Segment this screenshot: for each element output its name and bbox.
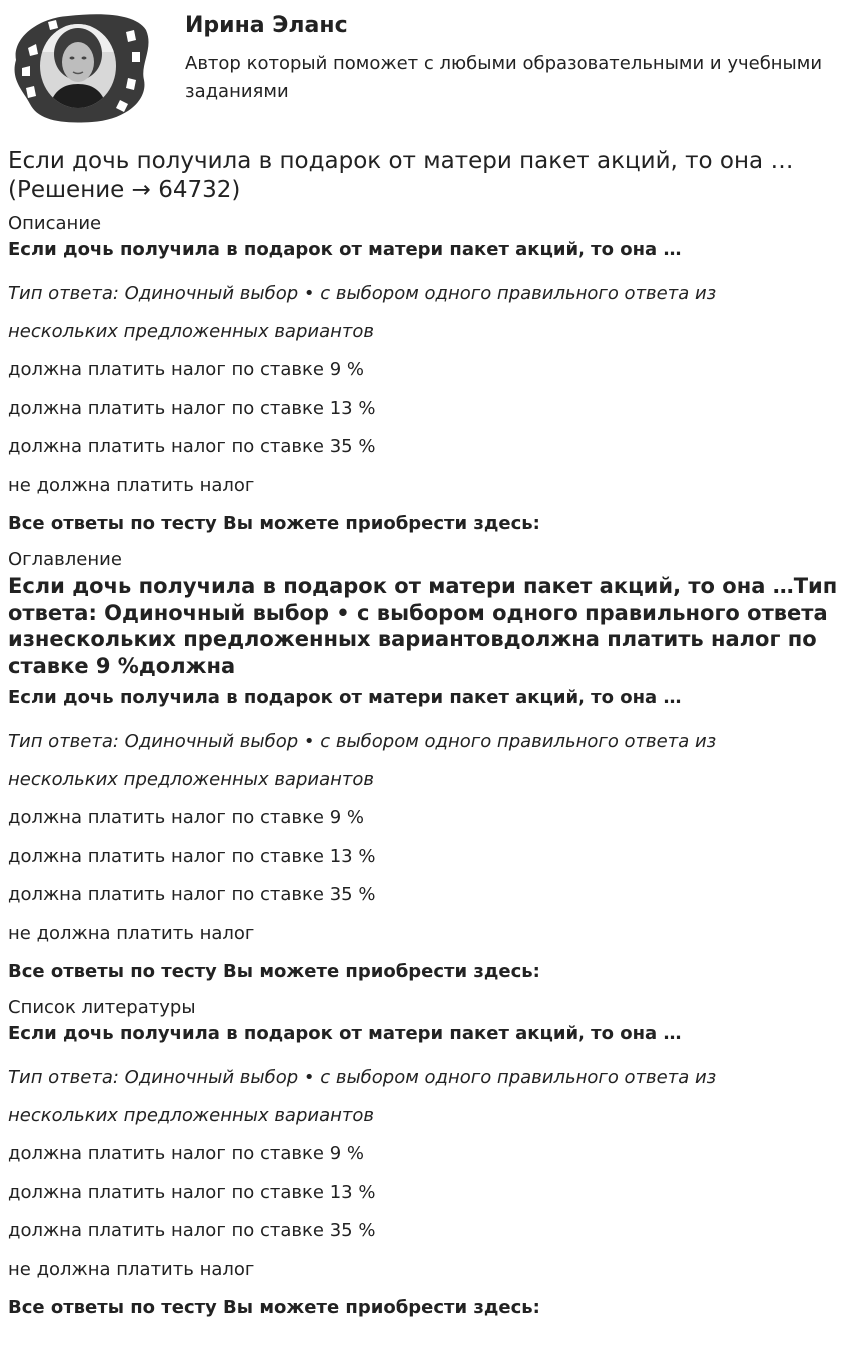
answer-type-line: Тип ответа: Одиночный выбор • с выбором одного правильного ответа из	[8, 731, 717, 752]
answer-option: должна платить налог по ставке 9 %	[8, 807, 364, 828]
answer-option: должна платить налог по ставке 13 %	[8, 397, 376, 419]
answer-option: должна платить налог по ставке 13 %	[8, 845, 376, 867]
author-header	[0, 0, 847, 130]
question-text: Если дочь получила в подарок от матери пакет акций, то она …	[8, 239, 682, 260]
answer-option: должна платить налог по ставке 35 %	[8, 1220, 376, 1241]
answer-option: должна платить налог по ставке 9 %	[8, 1143, 364, 1164]
toc-heading: Если дочь получила в подарок от матери пакет акций, то она …Тип ответа: Одиночный выбор • с выбором одного правильного ответа изнескольких предложенных вариантовдолжна платить налог по ставке 9 %должна	[8, 574, 838, 678]
answer-type-line: нескольких предложенных вариантов	[8, 769, 374, 790]
answer-type-line: Тип ответа: Одиночный выбор • с выбором одного правильного ответа из	[8, 1067, 717, 1088]
page-title: Если дочь получила в подарок от матери пакет акций, то она … (Решение → 64732)	[8, 148, 794, 203]
answer-option: не должна платить налог	[8, 474, 255, 496]
author-avatar	[8, 8, 150, 126]
buy-answers-text: Все ответы по тесту Вы можете приобрести здесь:	[8, 961, 540, 982]
answer-option: не должна платить налог	[8, 1258, 255, 1280]
answer-type-line: нескольких предложенных вариантов	[8, 1105, 374, 1126]
answer-type-line: нескольких предложенных вариантов	[8, 321, 374, 342]
author-name: Ирина Эланс	[185, 13, 348, 38]
answer-option: должна платить налог по ставке 13 %	[8, 1181, 376, 1203]
answer-option: должна платить налог по ставке 35 %	[8, 884, 376, 905]
answer-option: должна платить налог по ставке 35 %	[8, 436, 376, 457]
section-label-literature: Список литературы	[8, 997, 196, 1018]
question-text: Если дочь получила в подарок от матери пакет акций, то она …	[8, 1023, 682, 1044]
buy-answers-text: Все ответы по тесту Вы можете приобрести здесь:	[8, 1297, 540, 1318]
answer-option: должна платить налог по ставке 9 %	[8, 359, 364, 380]
section-label-toc: Оглавление	[8, 549, 122, 570]
section-label-description: Описание	[8, 213, 102, 234]
main-content	[8, 147, 838, 1331]
author-description: Автор который поможет с любыми образовательными и учебными заданиями	[185, 53, 823, 102]
buy-answers-text: Все ответы по тесту Вы можете приобрести здесь:	[8, 513, 540, 534]
question-text: Если дочь получила в подарок от матери пакет акций, то она …	[8, 687, 682, 708]
answer-option: не должна платить налог	[8, 922, 255, 944]
answer-type-line: Тип ответа: Одиночный выбор • с выбором одного правильного ответа из	[8, 283, 717, 304]
